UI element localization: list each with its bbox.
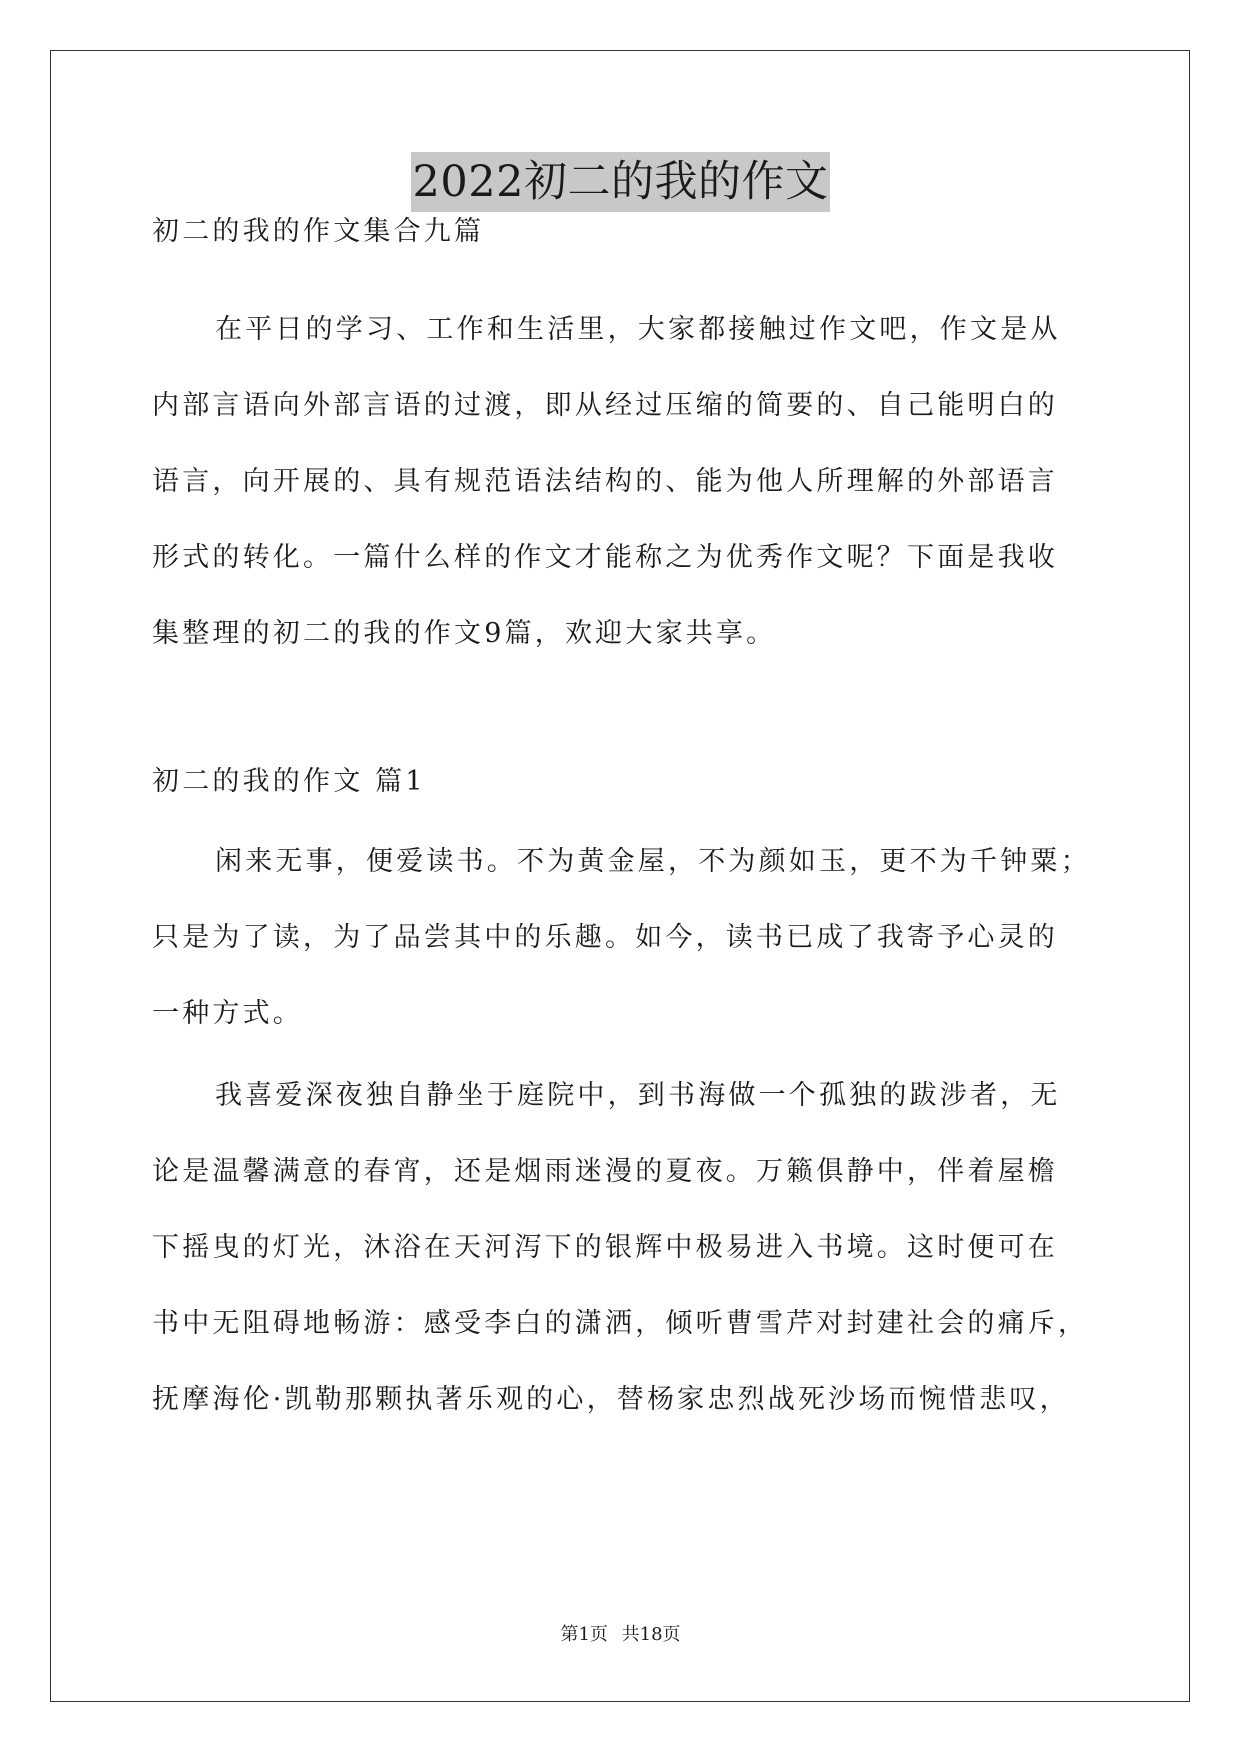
para2-line-2: 论是温馨满意的春宵，还是烟雨迷漫的夏夜。万籁俱静中，伴着屋檐 — [152, 1156, 1058, 1187]
document-subtitle: 初二的我的作文集合九篇 — [152, 216, 485, 247]
para2-line-3: 下摇曳的灯光，沐浴在天河泻下的银辉中极易进入书境。这时便可在 — [152, 1232, 1058, 1263]
intro-line-2: 内部言语向外部言语的过渡，即从经过压缩的简要的、自己能明白的 — [152, 390, 1058, 421]
para2-line-5: 抚摩海伦·凯勒那颗执著乐观的心，替杨家忠烈战死沙场而惋惜悲叹， — [152, 1384, 1070, 1415]
para1-line-1: 闲来无事，便爱读书。不为黄金屋，不为颜如玉，更不为千钟粟； — [215, 846, 1091, 877]
intro-line-5: 集整理的初二的我的作文9篇，欢迎大家共享。 — [152, 618, 777, 649]
page-footer — [0, 1623, 1241, 1647]
para1-line-2: 只是为了读，为了品尝其中的乐趣。如今，读书已成了我寄予心灵的 — [152, 922, 1058, 953]
title-container — [0, 152, 1241, 212]
section-heading: 初二的我的作文 篇1 — [152, 766, 426, 797]
para2-line-1: 我喜爱深夜独自静坐于庭院中，到书海做一个孤独的跋涉者，无 — [215, 1080, 1061, 1111]
page-total: 共18页 — [621, 1624, 681, 1645]
intro-line-4: 形式的转化。一篇什么样的作文才能称之为优秀作文呢？下面是我收 — [152, 542, 1058, 573]
para2-line-4: 书中无阻碍地畅游：感受李白的潇洒，倾听曹雪芹对封建社会的痛斥， — [152, 1308, 1089, 1339]
intro-line-3: 语言，向开展的、具有规范语法结构的、能为他人所理解的外部语言 — [152, 466, 1058, 497]
document-title: 2022初二的我的作文 — [411, 152, 831, 212]
intro-line-1: 在平日的学习、工作和生活里，大家都接触过作文吧，作文是从 — [215, 314, 1061, 345]
para1-line-3: 一种方式。 — [152, 998, 303, 1029]
page-number: 第1页 — [560, 1624, 608, 1645]
